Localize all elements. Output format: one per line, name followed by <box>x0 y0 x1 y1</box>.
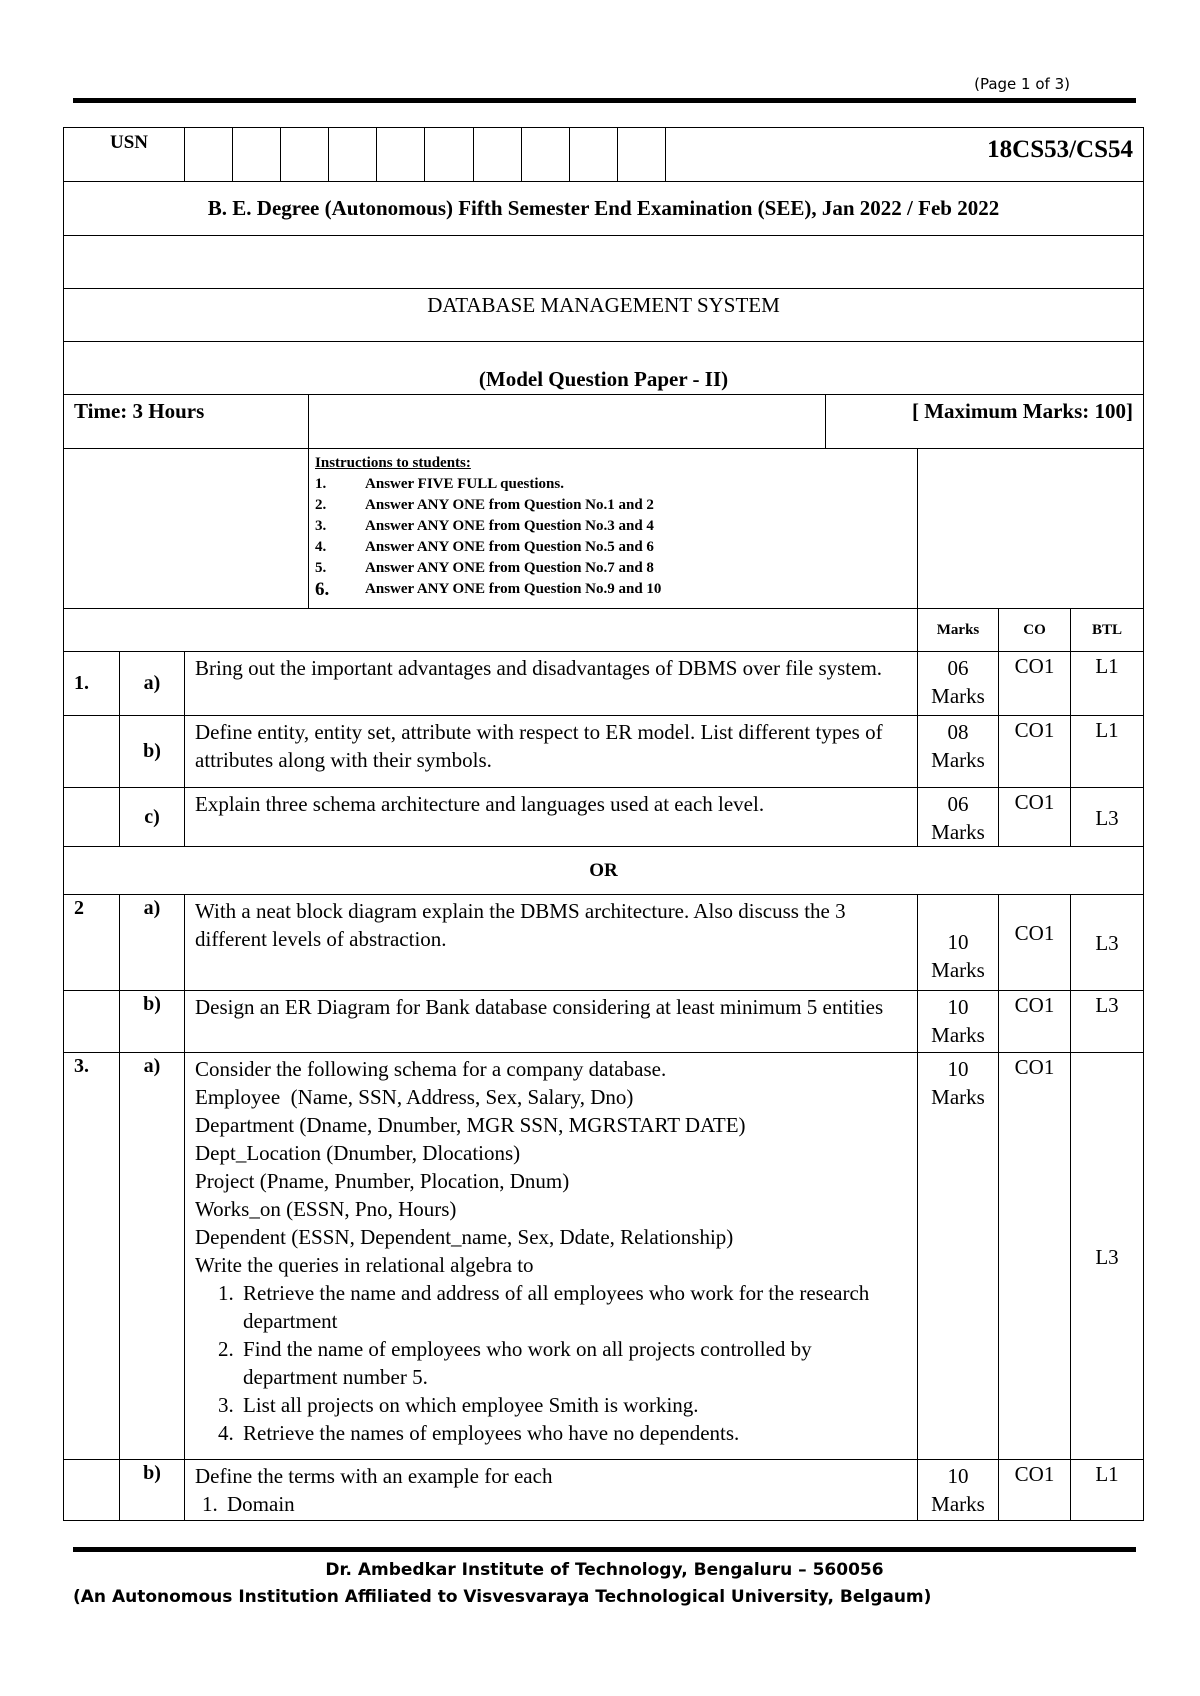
question-co: CO1 <box>999 1460 1071 1521</box>
question-co: CO1 <box>999 716 1071 788</box>
query-item: 2. Find the name of employees who work on all projects controlled by department number 5. <box>239 1335 907 1391</box>
blank-cell <box>64 1460 120 1521</box>
instruction-item: Answer FIVE FULL questions. <box>365 476 564 492</box>
question-number: 1. <box>64 652 120 716</box>
instruction-item: Answer ANY ONE from Question No.9 and 10 <box>365 581 662 597</box>
question-co: CO1 <box>999 895 1071 991</box>
blank-cell <box>64 991 120 1053</box>
blank-cell <box>64 716 120 788</box>
usn-box[interactable] <box>474 128 522 181</box>
question-marks: 10 Marks <box>918 895 999 991</box>
instruction-item: Answer ANY ONE from Question No.3 and 4 <box>365 518 654 534</box>
blank-row <box>64 236 1144 289</box>
question-text: With a neat block diagram explain the DBMS architecture. Also discuss the 3 different levels of abstraction. <box>185 895 918 991</box>
query-item: 3. List all projects on which employee Smith is working. <box>239 1391 907 1419</box>
question-co: CO1 <box>999 788 1071 847</box>
sub-question-label: c) <box>120 788 185 847</box>
term-list <box>195 1490 907 1518</box>
usn-box[interactable] <box>570 128 618 181</box>
blank-cell <box>309 395 826 449</box>
usn-box[interactable] <box>377 128 425 181</box>
sub-question-label: b) <box>120 716 185 788</box>
page-indicator: (Page 1 of 3) <box>974 75 1070 93</box>
usn-box[interactable] <box>185 128 233 181</box>
instructions-title: Instructions to students: <box>315 455 471 471</box>
subject-title: DATABASE MANAGEMENT SYSTEM <box>64 289 1144 342</box>
question-btl: L3 <box>1071 991 1144 1053</box>
or-divider: OR <box>64 847 1144 895</box>
institute-name: Dr. Ambedkar Institute of Technology, Bengaluru – 560056 <box>325 1560 884 1580</box>
blank-cell <box>64 788 120 847</box>
question-text: Explain three schema architecture and languages used at each level. <box>185 788 918 847</box>
question-btl: L1 <box>1071 652 1144 716</box>
course-code: 18CS53/CS54 <box>666 128 1144 182</box>
top-rule <box>73 98 1136 103</box>
question-btl: L3 <box>1071 895 1144 991</box>
exam-paper-table <box>63 127 1144 1521</box>
question-btl: L3 <box>1071 788 1144 847</box>
blank-cell <box>64 449 309 609</box>
question-marks: 10 Marks <box>918 1053 999 1460</box>
term-item: 1. Domain <box>223 1490 907 1518</box>
usn-box[interactable] <box>618 128 665 181</box>
bottom-rule <box>73 1547 1136 1552</box>
question-btl: L3 <box>1071 1053 1144 1460</box>
exam-title: B. E. Degree (Autonomous) Fifth Semester End Examination (SEE), Jan 2022 / Feb 2022 <box>64 182 1144 236</box>
question-number: 2 <box>64 895 120 991</box>
question-marks: 08 Marks <box>918 716 999 788</box>
query-item: 4. Retrieve the names of employees who have no dependents. <box>239 1419 907 1447</box>
usn-box[interactable] <box>425 128 473 181</box>
blank-cell <box>64 609 918 652</box>
instructions: Instructions to students: 1. Answer FIVE FULL questions. 2. Answer ANY ONE from Question No.1 and 2 3. Answer ANY ONE from Question No.3 and 4 4. Answer ANY ONE from Question No.5 and 6 5. Answer ANY ONE from Question No.7 and 8 6. Answer ANY ONE from Question No.9 and 10 <box>309 449 918 609</box>
question-number: 3. <box>64 1053 120 1460</box>
sub-question-label: a) <box>120 652 185 716</box>
blank-cell <box>918 449 1144 609</box>
sub-question-label: b) <box>120 1460 185 1521</box>
sub-question-label: a) <box>120 895 185 991</box>
question-text: Design an ER Diagram for Bank database considering at least minimum 5 entities <box>185 991 918 1053</box>
question-co: CO1 <box>999 1053 1071 1460</box>
question-btl: L1 <box>1071 716 1144 788</box>
question-co: CO1 <box>999 991 1071 1053</box>
usn-box[interactable] <box>329 128 377 181</box>
question-co: CO1 <box>999 652 1071 716</box>
question-marks: 06 Marks <box>918 788 999 847</box>
usn-label: USN <box>64 128 185 182</box>
max-marks: [ Maximum Marks: 100] <box>826 395 1144 449</box>
instruction-item: Answer ANY ONE from Question No.7 and 8 <box>365 560 654 576</box>
usn-box[interactable] <box>233 128 281 181</box>
column-header-btl: BTL <box>1071 609 1144 652</box>
question-marks: 10 Marks <box>918 991 999 1053</box>
query-item: 1. Retrieve the name and address of all employees who work for the research department <box>239 1279 907 1335</box>
question-marks: 06 Marks <box>918 652 999 716</box>
usn-box[interactable] <box>522 128 570 181</box>
usn-box[interactable] <box>281 128 329 181</box>
institute-affiliation: (An Autonomous Institution Affiliated to Visvesvaraya Technological University, Belgaum) <box>73 1587 932 1607</box>
column-header-marks: Marks <box>918 609 999 652</box>
time-allowed: Time: 3 Hours <box>64 395 309 449</box>
question-btl: L1 <box>1071 1460 1144 1521</box>
column-header-co: CO <box>999 609 1071 652</box>
question-text: Consider the following schema for a company database. Employee (Name, SSN, Address, Sex, Salary, Dno) Department (Dname, Dnumber, MGR SSN, MGRSTART DATE) Dept_Location (Dnumber, Dlocations) Project (Pname, Pnumber, Plocation, Dnum) Works_on (ESSN, Pno, Hours) Dependent (ESSN, Dependent_name, Sex, Ddate, Relationship) Write the queries in relational algebra to 1. Retrieve the name and address of all employees who work for the research department 2. Find the name of employees who work on all projects controlled by department number 5. 3. List all projects on which employee Smith is working. 4. Retrieve the names of employees who have no dependents. <box>185 1053 918 1460</box>
paper-type: (Model Question Paper - II) <box>64 342 1144 395</box>
sub-question-label: b) <box>120 991 185 1053</box>
question-marks: 10 Marks <box>918 1460 999 1521</box>
instruction-item: Answer ANY ONE from Question No.1 and 2 <box>365 497 654 513</box>
instruction-item: Answer ANY ONE from Question No.5 and 6 <box>365 539 654 555</box>
question-text: Define entity, entity set, attribute with respect to ER model. List different types of attributes along with their symbols. <box>185 716 918 788</box>
question-text: Bring out the important advantages and disadvantages of DBMS over file system. <box>185 652 918 716</box>
usn-boxes[interactable] <box>185 128 666 182</box>
query-list <box>195 1279 907 1447</box>
sub-question-label: a) <box>120 1053 185 1460</box>
question-text: Define the terms with an example for each 1. Domain <box>185 1460 918 1521</box>
